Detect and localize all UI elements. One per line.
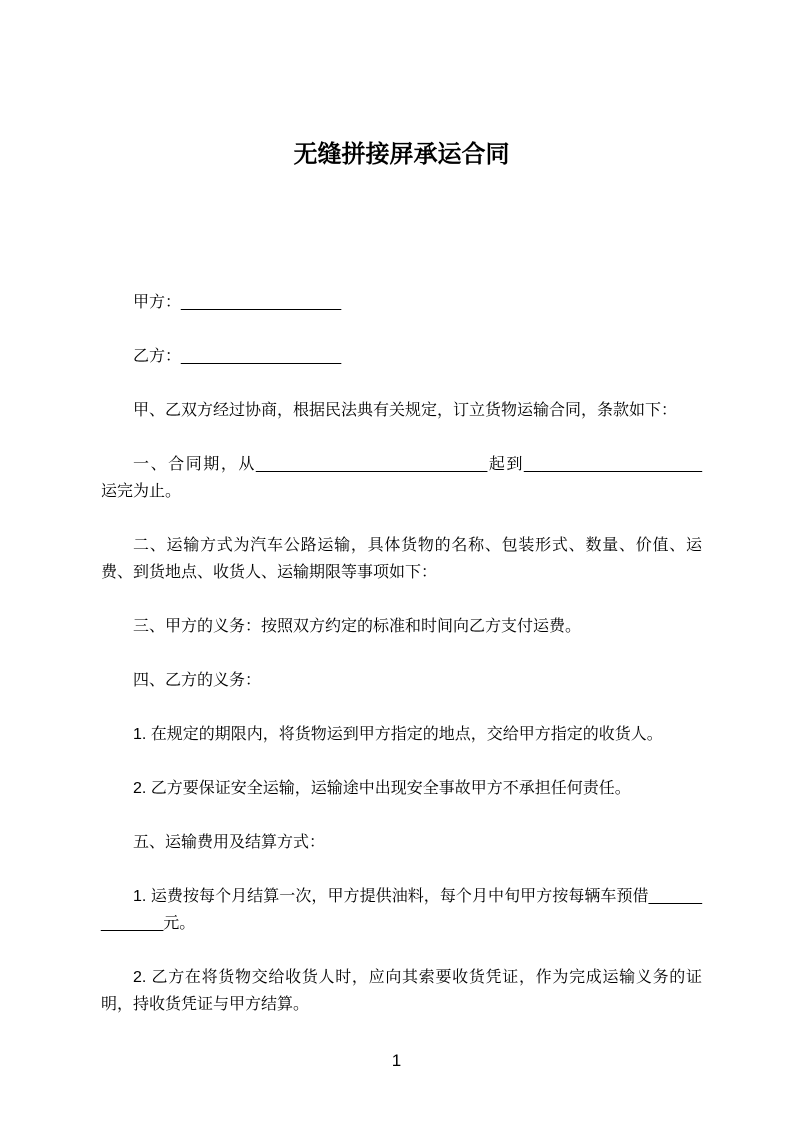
paragraph-clause-3-party-a-obligation: 三、甲方的义务：按照双方约定的标准和时间向乙方支付运费。 (133, 618, 582, 635)
paragraph-clause-4-item-2: 2. 乙方要保证安全运输，运输途中出现安全事故甲方不承担任何责任。 (133, 780, 631, 797)
paragraph-party-a: 甲方：__________________ (133, 294, 342, 311)
paragraph-preamble: 甲、乙双方经过协商，根据民法典有关规定，订立货物运输合同，条款如下： (133, 402, 678, 419)
document-content (101, 0, 702, 1018)
paragraph-party-b: 乙方：__________________ (133, 348, 342, 365)
page-number: 1 (391, 1051, 402, 1070)
paragraph-clause-2-transport: 二、运输方式为汽车公路运输，具体货物的名称、包装形式、数量、价值、运费、到货地点、收货人、运输期限等事项如下： (101, 537, 702, 581)
paragraph-clause-4-item-1: 1. 在规定的期限内，将货物运到甲方指定的地点，交给甲方指定的收货人。 (133, 726, 663, 743)
paragraph-clause-5-item-1: 1. 运费按每个月结算一次，甲方提供油料，每个月中旬甲方按每辆车预借_____________元。 (101, 888, 702, 932)
paragraph-clause-5-item-2: 2. 乙方在将货物交给收货人时，应向其索要收货凭证，作为完成运输义务的证明，持收货凭证与甲方结算。 (101, 969, 702, 1013)
paragraph-clause-1-term: 一、合同期，从__________________________起到____________________运完为止。 (101, 456, 702, 500)
document-title: 无缝拼接屏承运合同 (293, 141, 510, 168)
paragraph-clause-5-fees: 五、运输费用及结算方式： (133, 834, 326, 851)
paragraph-clause-4-party-b-obligation: 四、乙方的义务： (133, 672, 262, 689)
